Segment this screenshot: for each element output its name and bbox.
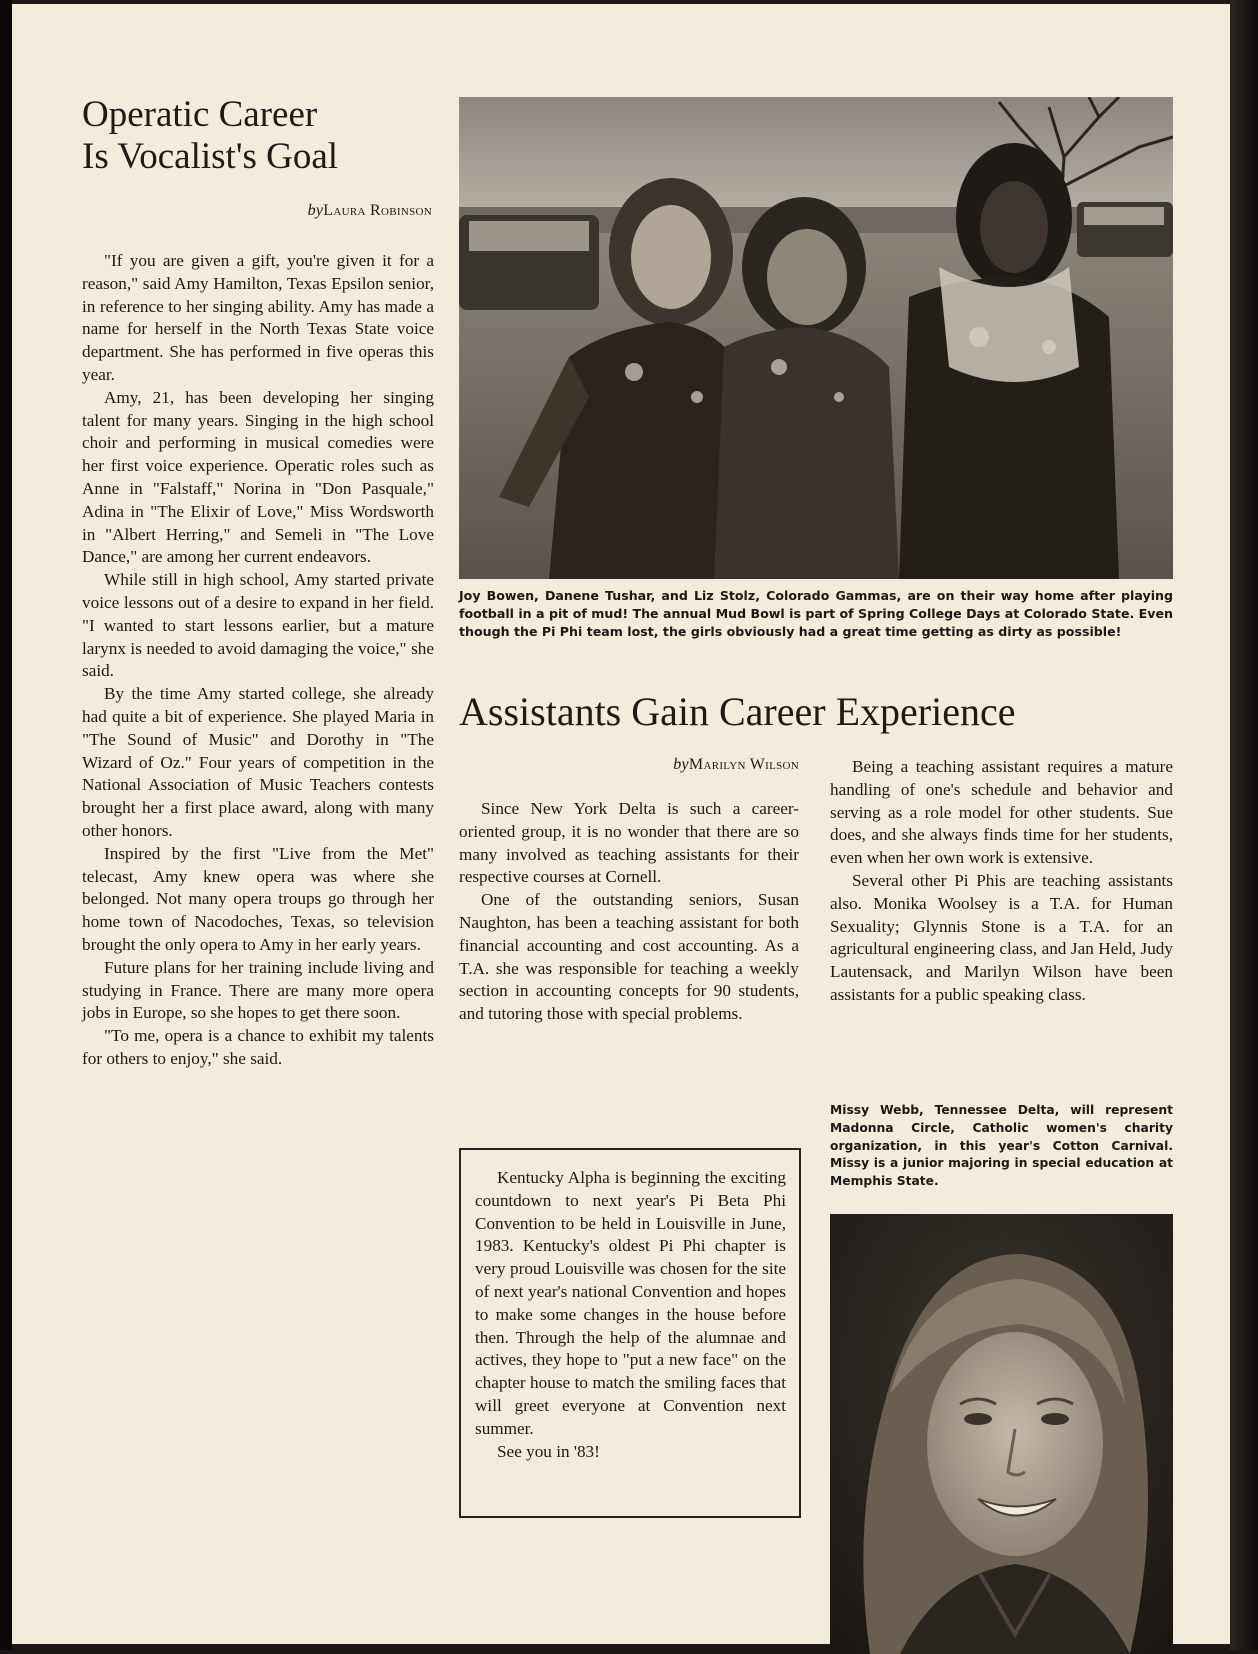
portrait-caption: Missy Webb, Tennessee Delta, will represent Madonna Circle, Catholic women's charity organization, in this year's Cotton Carnival. Missy is a junior majoring in special education at Memphis State. bbox=[830, 1103, 1173, 1189]
box-paragraph: Kentucky Alpha is beginning the exciting countdown to next year's Pi Beta Phi Convention to be held in Louisville in June, 1983. Kentucky's oldest Pi Phi chapter is very proud Louisville was chosen for the site of next year's national Convention and hopes to make some changes in the house before then. Through the help of the alumnae and actives, they hope to "put a new face" on the chapter house to match the smiling faces that will greet everyone at Convention next summer. bbox=[475, 1168, 786, 1438]
article2-headline: Assistants Gain Career Experience bbox=[459, 689, 1016, 734]
article1-paragraph: By the time Amy started college, she already had quite a bit of experience. She played Maria in "The Sound of Music" and Dorothy in "The Wizard of Oz." Four years of competition in the National Association of Music Teachers contests brought her a first place award, along with many other honors. bbox=[82, 684, 434, 840]
article1-headline bbox=[82, 94, 442, 178]
mud-bowl-photo-image bbox=[459, 97, 1173, 579]
article2-paragraph: Since New York Delta is such a career-oriented group, it is no wonder that there are so many involved as teaching assistants for their respective courses at Cornell. bbox=[459, 799, 799, 887]
article1-headline-line2: Is Vocalist's Goal bbox=[82, 136, 339, 177]
magazine-page bbox=[12, 4, 1230, 1644]
byline-author: Laura Robinson bbox=[323, 202, 432, 219]
scan-edge-left bbox=[0, 0, 12, 1650]
article1-paragraph: "To me, opera is a chance to exhibit my talents for others to enjoy," she said. bbox=[82, 1026, 434, 1068]
article1-byline bbox=[82, 202, 432, 220]
article1-paragraph: Amy, 21, has been developing her singing talent for many years. Singing in the high school choir and performing in musical comedies were her first voice experience. Operatic roles such as Anne in "Falstaff," Norina in "Don Pasquale," Adina in "The Elixir of Love," Miss Wordsworth in "Albert Herring," and Semeli in "The Love Dance," are among her current endeavors. bbox=[82, 387, 434, 567]
article2-paragraph: Several other Pi Phis are teaching assistants also. Monika Woolsey is a T.A. for Human Sexuality; Glynnis Stone is a T.A. for an agricultural engineering class, and Jan Held, Judy Lautensack, and Marilyn Wilson have been assistants for a public speaking class. bbox=[830, 870, 1173, 1004]
mud-bowl-caption: Joy Bowen, Danene Tushar, and Liz Stolz, Colorado Gammas, are on their way home after playing football in a pit of mud! The annual Mud Bowl is part of Spring College Days at Colorado State. Even though the Pi Phi team lost, the girls obviously had a great time getting as dirty as possible! bbox=[459, 588, 1173, 639]
article1-headline-line1: Operatic Career bbox=[82, 94, 318, 135]
mud-bowl-photo bbox=[459, 97, 1173, 579]
article2-body-col2 bbox=[830, 756, 1173, 1007]
portrait-photo-image bbox=[830, 1214, 1173, 1654]
article1-paragraph: While still in high school, Amy started private voice lessons out of a desire to expand in her field. "I wanted to start lessons earlier, but a mature larynx is needed to avoid damaging the voice," she said. bbox=[82, 570, 434, 681]
box-paragraph: See you in '83! bbox=[497, 1441, 600, 1461]
article1-body bbox=[82, 250, 434, 1071]
article1-paragraph: Inspired by the first "Live from the Met" telecast, Amy knew opera was where she belonged. Not many opera troups go through her home town of Nacodoches, Texas, so television brought the only opera to Amy in her early years. bbox=[82, 843, 434, 954]
article1-paragraph: Future plans for her training include living and studying in France. There are many more opera jobs in Europe, so she hopes to get there soon. bbox=[82, 957, 434, 1023]
article2-paragraph: Being a teaching assistant requires a mature handling of one's schedule and behavior and serving as a role model for other students. Sue does, and she always finds time for her students, even when her own work is extensive. bbox=[830, 757, 1173, 868]
kentucky-alpha-box bbox=[459, 1148, 801, 1518]
byline-author: Marilyn Wilson bbox=[688, 756, 799, 773]
article2-paragraph: One of the outstanding seniors, Susan Naughton, has been a teaching assistant for both financial accounting and cost accounting. As a T.A. she was responsible for teaching a weekly section in accounting concepts for 90 students, and tutoring those with special problems. bbox=[459, 890, 799, 1024]
article2-byline bbox=[459, 756, 799, 774]
article2-body-col1 bbox=[459, 798, 799, 1026]
article1-paragraph: "If you are given a gift, you're given it for a reason," said Amy Hamilton, Texas Epsilon senior, in reference to her singing ability. Amy has made a name for herself in the North Texas State voice department. She has performed in five operas this year. bbox=[82, 251, 434, 384]
byline-by: by bbox=[307, 202, 324, 219]
portrait-photo bbox=[830, 1214, 1173, 1654]
byline-by: by bbox=[673, 756, 689, 773]
scan-edge-right bbox=[1230, 0, 1258, 1650]
